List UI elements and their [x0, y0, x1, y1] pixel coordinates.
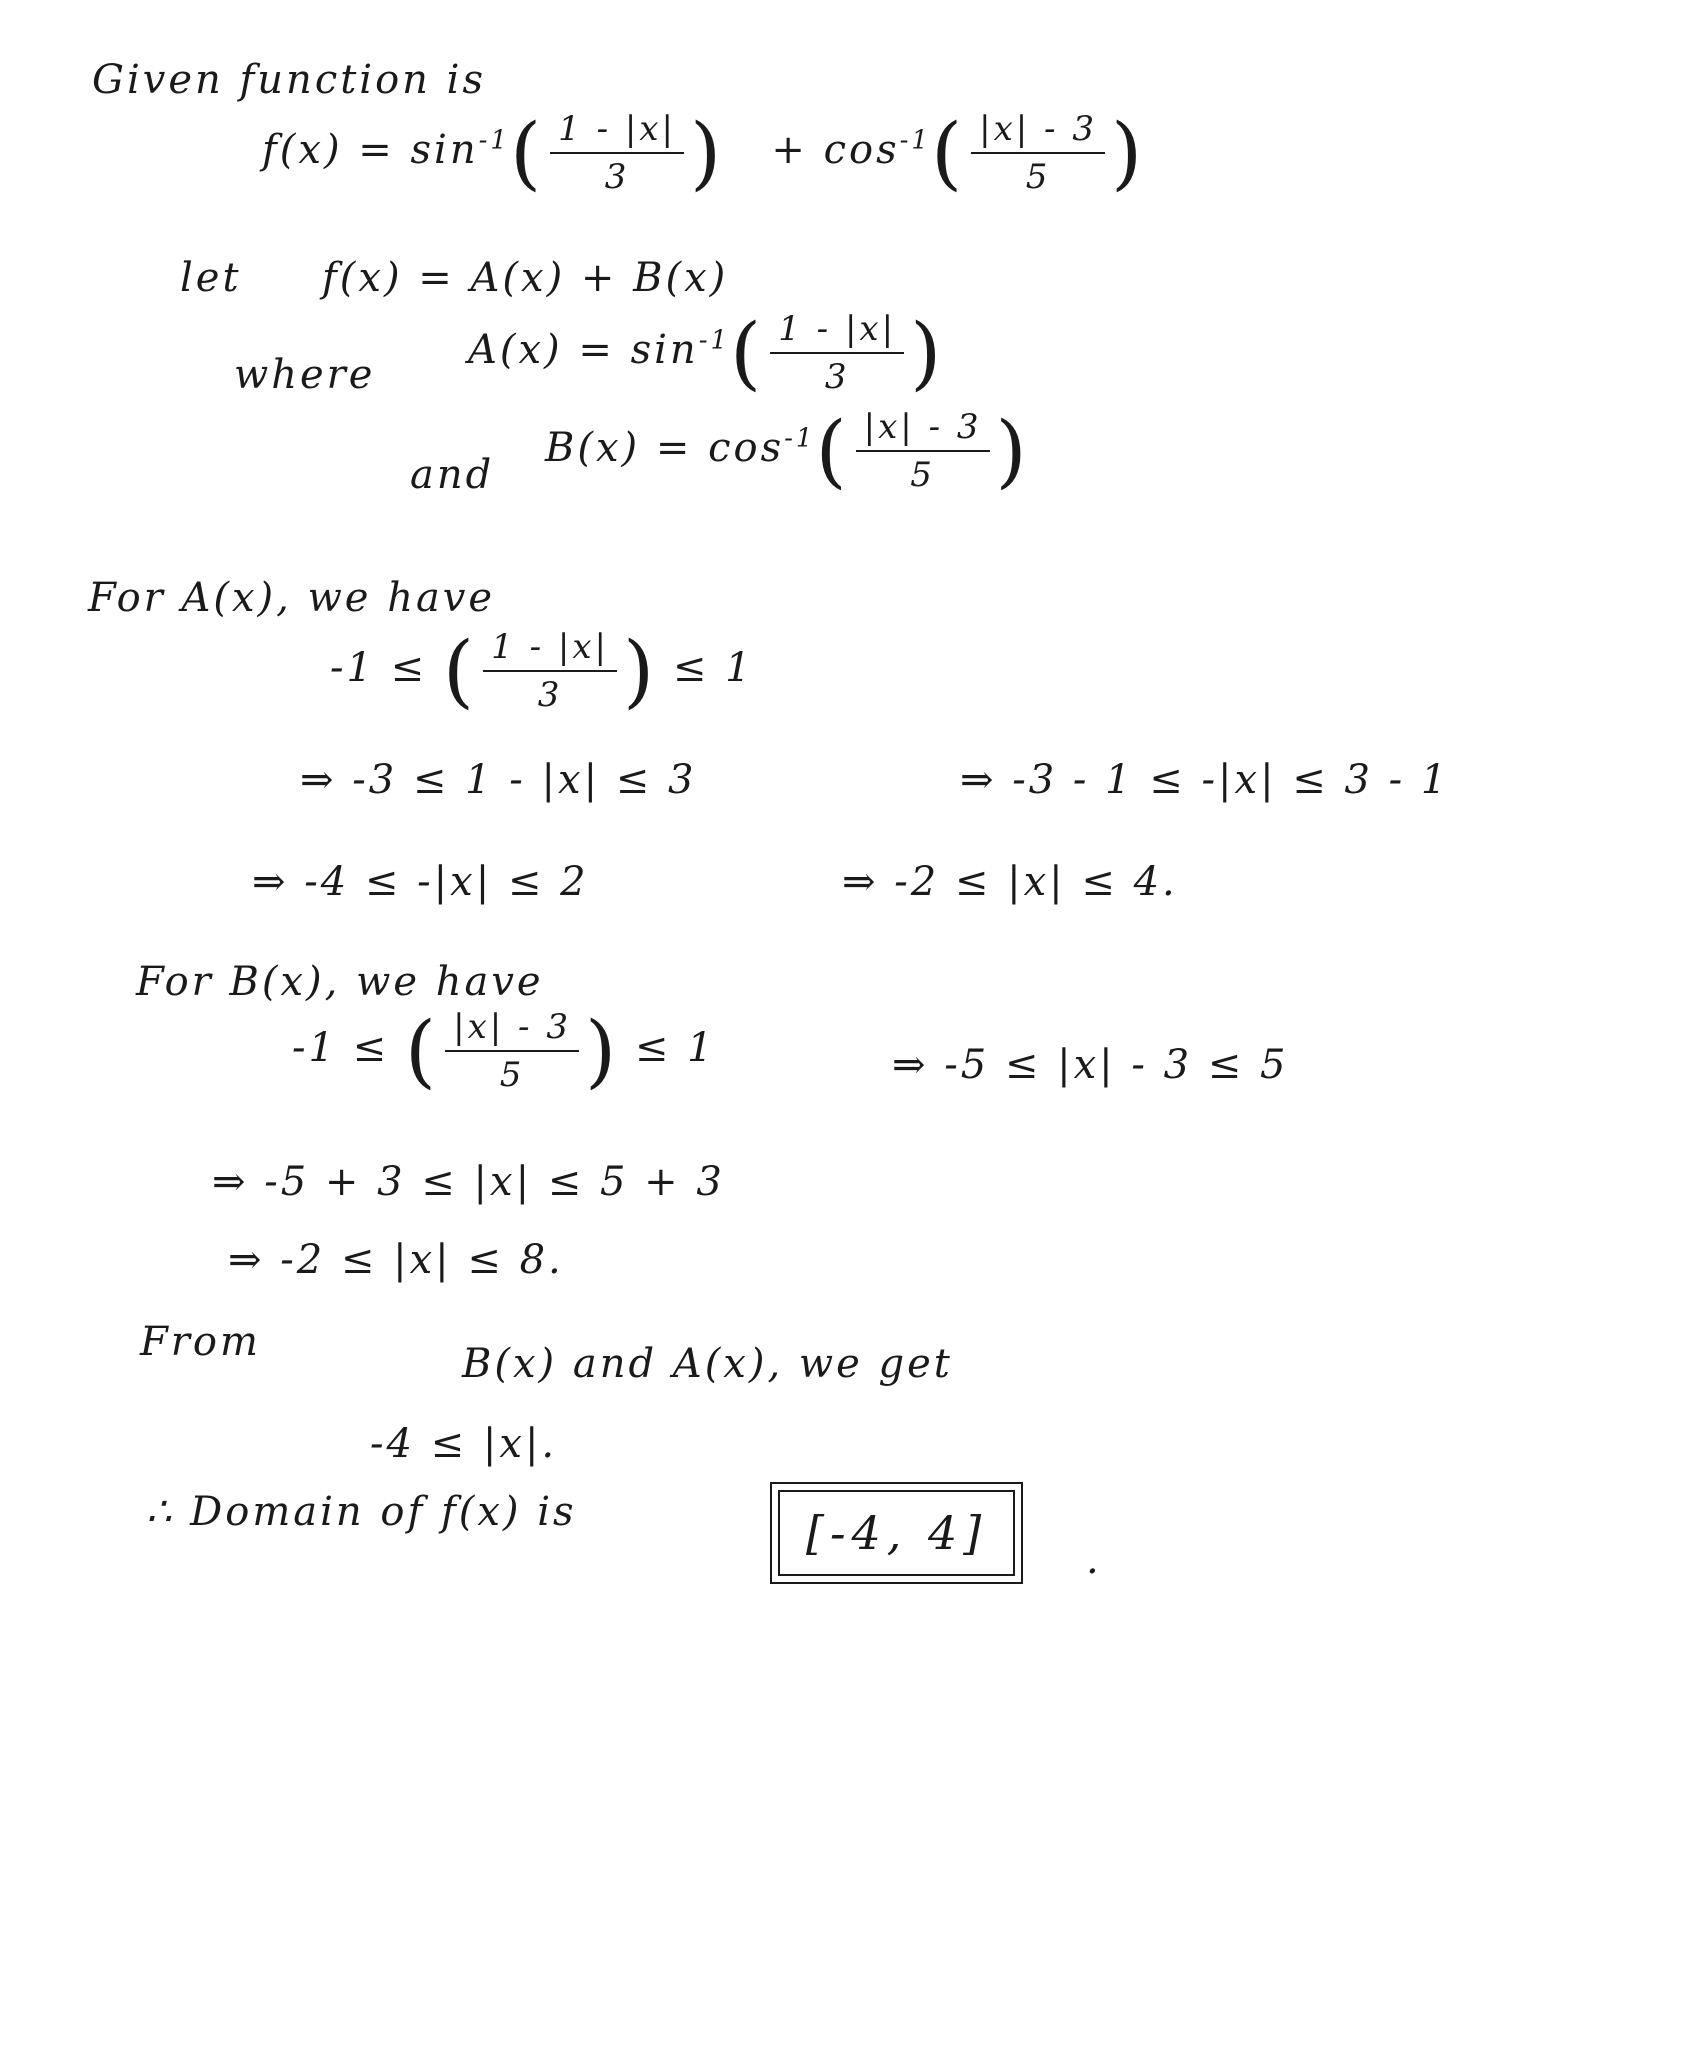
fraction-a-denominator: 3 — [824, 357, 850, 397]
part-b-heading: For B(x), we have — [136, 959, 544, 1005]
combined-result: -4 ≤ |x|. — [370, 1421, 558, 1467]
given-label: Given function is — [92, 57, 486, 103]
paren-close: ) — [910, 306, 945, 399]
from-label: From — [140, 1319, 261, 1365]
plus-cos: + cos — [771, 127, 900, 173]
fraction-b — [445, 1007, 579, 1095]
answer-value: [-4, 4] — [778, 1490, 1015, 1576]
sum-line: f(x) = A(x) + B(x) — [322, 255, 729, 301]
paren-open: ( — [930, 106, 966, 199]
function-definition — [262, 106, 1146, 199]
paren-close: ) — [689, 106, 725, 199]
fraction-a — [550, 109, 684, 197]
ineq-right: ≤ 1 — [672, 645, 754, 691]
a-lhs: A(x) = sin — [468, 327, 699, 373]
inverse-exponent: -1 — [784, 423, 816, 454]
fraction-b — [856, 407, 990, 495]
trailing-dot: . — [1086, 1537, 1102, 1583]
where-label: where — [234, 352, 376, 398]
domain-statement: ∴ Domain of f(x) is — [146, 1489, 577, 1535]
fraction-a-numerator: 1 - |x| — [483, 630, 617, 672]
paren-close: ) — [584, 1004, 620, 1097]
part-b-inequality — [292, 1004, 716, 1097]
fraction-a-numerator: 1 - |x| — [550, 112, 684, 154]
from-text: B(x) and A(x), we get — [462, 1341, 953, 1387]
ineq-left: -1 ≤ — [330, 645, 428, 691]
b-definition — [545, 404, 1030, 497]
and-label: and — [410, 452, 495, 498]
f-lhs: f(x) = sin — [262, 127, 479, 173]
fraction-a — [770, 309, 904, 397]
part-a-step2: ⇒ -4 ≤ -|x| ≤ 2 — [252, 859, 589, 905]
paren-open: ( — [730, 306, 765, 399]
let-label: let — [180, 255, 242, 301]
fraction-b-denominator: 5 — [1025, 157, 1051, 197]
part-a-inequality — [330, 624, 754, 717]
part-a-step2-right: ⇒ -2 ≤ |x| ≤ 4. — [842, 859, 1178, 905]
fraction-b-numerator: |x| - 3 — [445, 1010, 579, 1052]
fraction-b-denominator: 5 — [499, 1055, 525, 1095]
paren-open: ( — [442, 624, 478, 717]
fraction-b-numerator: |x| - 3 — [856, 410, 990, 452]
fraction-a-denominator: 3 — [537, 675, 563, 715]
fraction-b-denominator: 5 — [910, 455, 935, 495]
fraction-a-numerator: 1 - |x| — [770, 312, 904, 354]
part-b-step3: ⇒ -2 ≤ |x| ≤ 8. — [228, 1237, 564, 1283]
inverse-exponent: -1 — [899, 125, 931, 156]
fraction-b-numerator: |x| - 3 — [971, 112, 1105, 154]
paren-close: ) — [1110, 106, 1146, 199]
fraction-a-denominator: 3 — [604, 157, 630, 197]
paren-close: ) — [995, 404, 1030, 497]
a-definition — [468, 306, 945, 399]
inverse-exponent: -1 — [478, 125, 510, 156]
paren-close: ) — [622, 624, 658, 717]
part-a-step1-right: ⇒ -3 - 1 ≤ -|x| ≤ 3 - 1 — [960, 757, 1450, 803]
paren-open: ( — [404, 1004, 440, 1097]
b-lhs: B(x) = cos — [545, 425, 785, 471]
ineq-right: ≤ 1 — [634, 1025, 716, 1071]
inverse-exponent: -1 — [698, 325, 731, 356]
part-a-step1: ⇒ -3 ≤ 1 - |x| ≤ 3 — [300, 757, 697, 803]
part-b-step1-right: ⇒ -5 ≤ |x| - 3 ≤ 5 — [892, 1042, 1289, 1088]
ineq-left: -1 ≤ — [292, 1025, 390, 1071]
paren-open: ( — [509, 106, 545, 199]
fraction-a — [483, 627, 617, 715]
part-a-heading: For A(x), we have — [88, 575, 496, 621]
paren-open: ( — [815, 404, 850, 497]
answer-box — [770, 1482, 1023, 1584]
part-b-step2: ⇒ -5 + 3 ≤ |x| ≤ 5 + 3 — [212, 1159, 725, 1205]
fraction-b — [971, 109, 1105, 197]
